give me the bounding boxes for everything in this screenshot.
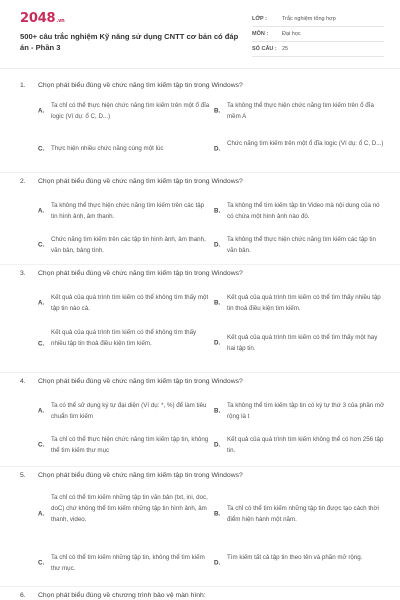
option-letter: D. [214, 241, 221, 249]
question-number: 1. [20, 82, 26, 89]
option-letter: C. [38, 241, 45, 249]
option-text: Kết quả của quá trình tìm kiếm có thể không tìm thấy nhiều tập tin thoả điều kiện tìm kiếm. [51, 329, 197, 347]
option-b[interactable] [214, 503, 394, 525]
meta-count-row [252, 42, 384, 57]
option-d[interactable] [214, 434, 394, 456]
question-number: 6. [20, 592, 26, 599]
option-a[interactable] [38, 100, 221, 122]
question-number: 5. [20, 472, 26, 479]
logo-text: 2048 [20, 11, 56, 26]
question-separator [0, 372, 400, 373]
option-text: Ta chỉ có thể tìm kiếm những tập tin, không thể tìm kiếm thư mục. [51, 554, 205, 572]
meta-value: Trắc nghiệm tổng hợp [282, 16, 336, 22]
question-text [20, 592, 206, 599]
option-c[interactable] [38, 327, 221, 360]
question-prompt: Chọn phát biểu đúng về chức năng tìm kiếm tập tin trong Windows? [38, 82, 243, 89]
option-text: Chức năng tìm kiếm trên một ổ đĩa logic (Ví dụ: ổ C, D...) [227, 140, 384, 147]
question-prompt: Chọn phát biểu đúng về chức năng tìm kiếm tập tin trong Windows? [38, 270, 243, 277]
option-b[interactable] [214, 292, 394, 314]
option-text: Ta chỉ có thể tìm kiếm những tập tin được tạo cách thời điểm hiện hành một năm. [227, 505, 379, 523]
option-letter: D. [214, 559, 221, 567]
option-letter: C. [38, 340, 45, 347]
option-d[interactable] [214, 332, 394, 354]
meta-subject-row [252, 27, 384, 42]
option-letter: A. [38, 107, 45, 115]
option-letter: A. [38, 207, 45, 215]
question-number: 3. [20, 270, 26, 277]
document-meta [252, 12, 384, 57]
option-text: Kết quả của quá trình tìm kiếm có thể tìm thấy một hay hai tập tin. [227, 334, 378, 352]
question-text [20, 178, 243, 185]
option-a[interactable] [38, 292, 221, 314]
option-letter: D. [214, 441, 221, 449]
option-letter: A. [38, 510, 45, 518]
option-letter: B. [214, 207, 221, 215]
option-a[interactable] [38, 400, 221, 422]
option-text: Ta không thể thực hiện chức năng tìm kiếm trên các tập tin hình ảnh, âm thanh. [51, 202, 205, 220]
question-number: 2. [20, 178, 26, 185]
question-prompt: Chọn phát biểu đúng về chức năng tìm kiếm tập tin trong Windows? [38, 472, 243, 479]
meta-value: Đại học [282, 31, 301, 37]
meta-class-row [252, 12, 384, 27]
option-text: Tìm kiếm tất cả tập tin theo tên và phần mở rộng. [227, 554, 363, 561]
question-prompt: Chọn phát biểu đúng về chức năng tìm kiếm tập tin trong Windows? [38, 178, 243, 185]
option-text: Ta không thể tìm kiếm tập tin Video mà nội dung của nó có chứa một hình ảnh nào đó. [227, 202, 380, 220]
header-divider [0, 68, 400, 69]
option-c[interactable] [38, 434, 221, 456]
logo-suffix: .vn [56, 18, 65, 24]
option-text: Ta chỉ có thể thực hiện chức năng tìm kiếm trên một ổ đĩa logic (Ví dụ: ổ C, D...) [51, 102, 210, 120]
option-letter: A. [38, 299, 45, 307]
site-logo[interactable] [20, 11, 65, 26]
option-text: Ta không thể thực hiện chức năng tìm kiếm trên ổ đĩa mềm A [227, 102, 374, 120]
question-text [20, 82, 243, 89]
option-text: Kết quả của quá trình tìm kiếm có thể tìm thấy nhiều tập tin thoả điều kiện tìm kiếm. [227, 294, 381, 312]
option-text: Kết quả của quá trình tìm kiếm có thể không tìm thấy một tập tin nào cả. [51, 294, 209, 312]
option-letter: D. [214, 339, 221, 347]
option-letter: B. [214, 107, 221, 115]
option-letter: B. [214, 407, 221, 415]
option-letter: A. [38, 407, 45, 415]
meta-label: SỐ CÂU : [252, 46, 277, 52]
option-letter: C. [38, 559, 45, 567]
question-separator [0, 586, 400, 587]
option-d[interactable] [214, 138, 394, 160]
option-b[interactable] [214, 100, 394, 122]
option-b[interactable] [214, 200, 394, 222]
question-prompt: Chọn phát biểu đúng về chương trình bảo vệ màn hình: [38, 592, 206, 599]
option-b[interactable] [214, 400, 394, 422]
question-prompt: Chọn phát biểu đúng về chức năng tìm kiếm tập tin trong Windows? [38, 378, 243, 385]
option-c[interactable] [38, 138, 221, 160]
option-letter: B. [214, 510, 221, 518]
option-text: Thực hiện nhiều chức năng cùng một lúc [51, 145, 164, 152]
question-separator [0, 466, 400, 467]
option-text: Ta chỉ có thể tìm kiếm những tập tin văn bản (txt, ini, doc, doC) chứ không thể tìm kiếm những tập tin hình ảnh, âm thanh, video. [51, 494, 208, 523]
question-text [20, 378, 243, 385]
option-text: Chức năng tìm kiếm trên các tập tin hình ảnh, âm thanh, văn bản, bảng tính. [51, 236, 206, 254]
document-title: 500+ câu trắc nghiệm Kỹ năng sử dụng CNTT cơ bản có đáp án - Phần 3 [20, 32, 239, 52]
option-letter: C. [38, 145, 45, 153]
question-text [20, 472, 243, 479]
option-text: Ta không thể tìm kiếm tập tin có ký tự thứ 3 của phần mở rộng là t [227, 402, 385, 420]
question-separator [0, 264, 400, 265]
document-header [0, 0, 400, 62]
meta-value: 25 [282, 46, 289, 52]
option-letter: C. [38, 441, 45, 449]
meta-label: MÔN : [252, 31, 269, 37]
option-text: Ta không thể thực hiện chức năng tìm kiếm các tập tin văn bản. [227, 236, 376, 254]
option-a[interactable] [38, 200, 221, 222]
meta-label: LỚP : [252, 16, 267, 22]
question-separator [0, 172, 400, 173]
question-number: 4. [20, 378, 26, 385]
option-text: Ta có thể sử dụng ký tự đại diện (Ví dụ: *, %) để làm tiêu chuẩn tìm kiếm [51, 402, 207, 420]
option-text: Ta chỉ có thể thực hiện chức năng tìm kiếm tập tin, không thể tìm kiếm thư mục [51, 436, 209, 454]
option-text: Kết quả của quá trình tìm kiếm không thể có hơn 256 tập tin. [227, 436, 384, 454]
option-a[interactable] [38, 492, 221, 536]
option-letter: D. [214, 145, 221, 153]
option-letter: B. [214, 299, 221, 307]
option-d[interactable] [214, 234, 394, 256]
option-c[interactable] [38, 552, 221, 574]
option-c[interactable] [38, 234, 221, 256]
option-d[interactable] [214, 552, 394, 574]
question-text [20, 270, 243, 277]
